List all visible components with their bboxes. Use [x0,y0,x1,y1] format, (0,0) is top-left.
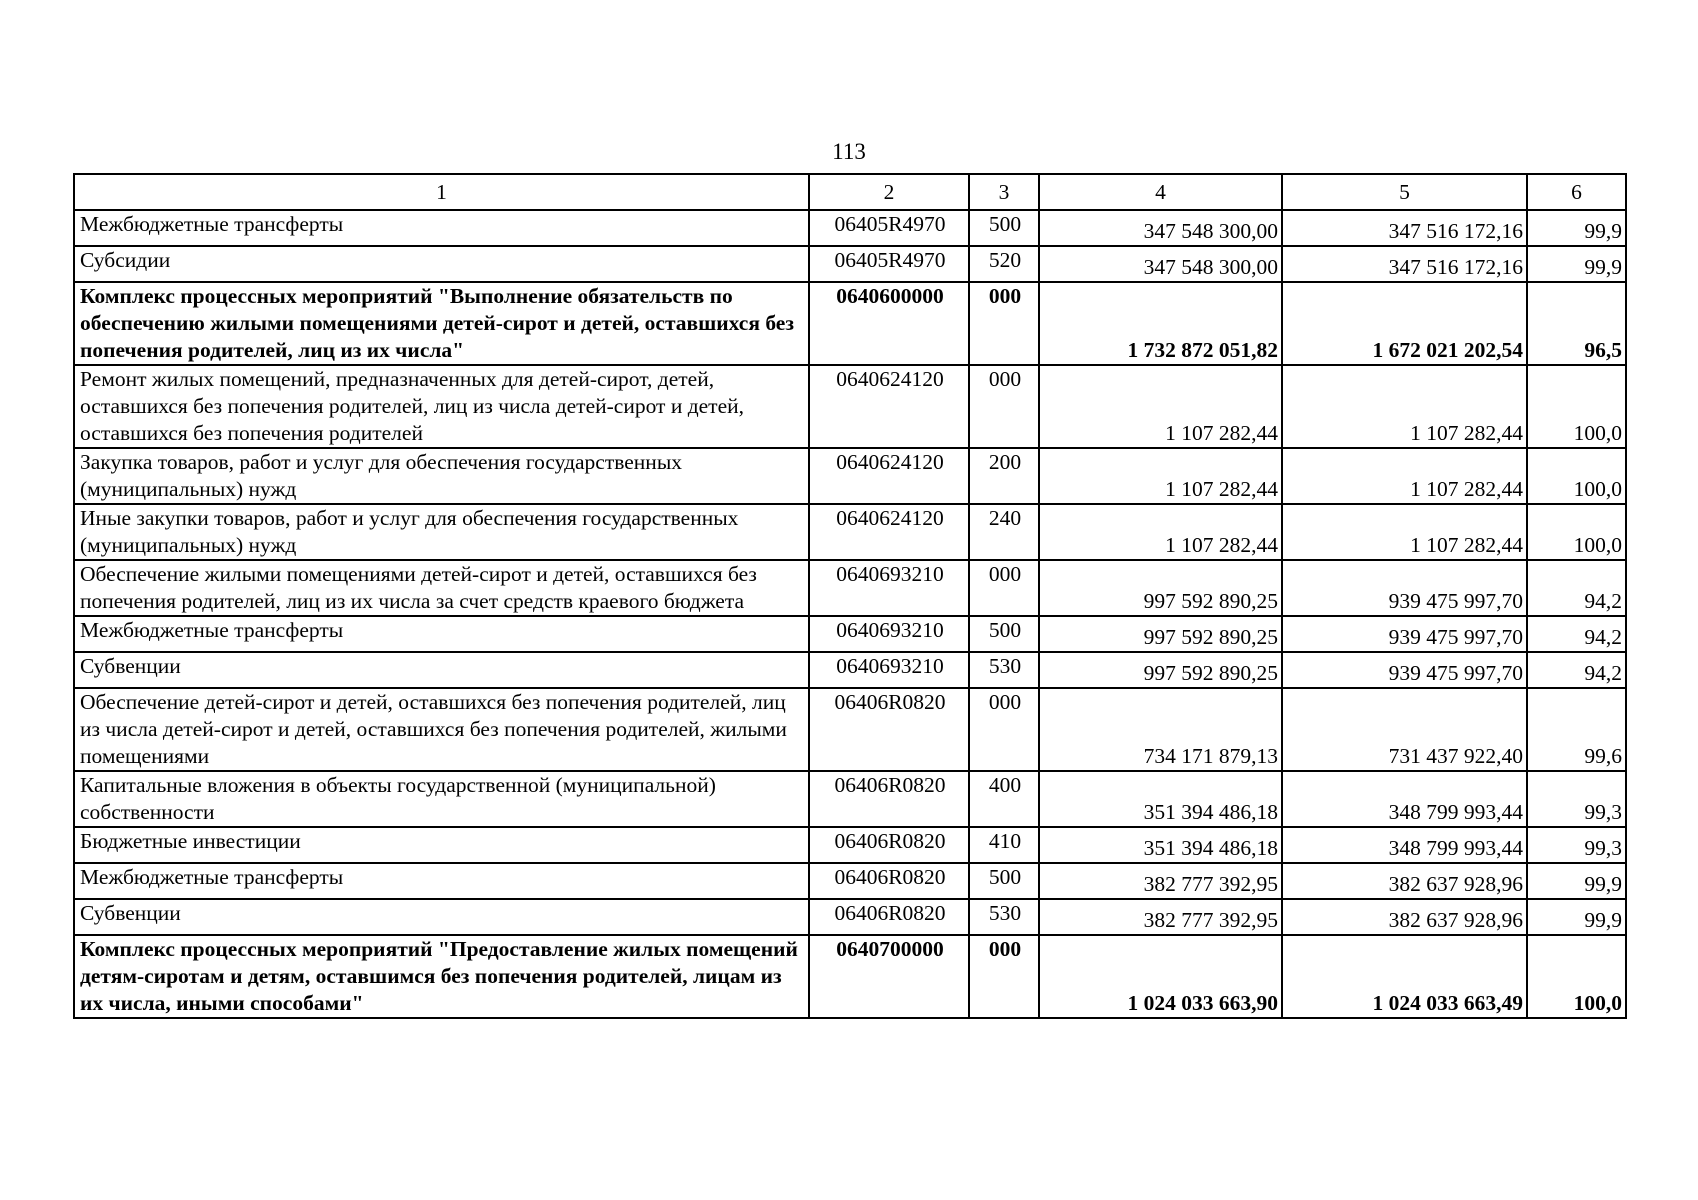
row-expense-type-cell: 400 [969,771,1039,827]
column-header-3: 3 [969,174,1039,210]
row-expense-type-cell: 520 [969,246,1039,282]
row-name-cell: Обеспечение жилыми помещениями детей-сирот и детей, оставшихся без попечения родителей, лиц из их числа за счет средств краевого бюджета [74,560,809,616]
row-plan-amount-cell: 1 107 282,44 [1039,448,1282,504]
budget-table [73,173,1627,1019]
row-code-cell: 0640693210 [809,560,969,616]
row-fact-amount-cell: 382 637 928,96 [1282,899,1527,935]
row-fact-amount-cell: 347 516 172,16 [1282,246,1527,282]
row-plan-amount-cell: 382 777 392,95 [1039,863,1282,899]
row-code-cell: 0640700000 [809,935,969,1018]
table-row [74,688,1626,771]
table-row [74,616,1626,652]
page-number: 113 [832,139,866,164]
column-header-5: 5 [1282,174,1527,210]
row-fact-amount-cell: 1 107 282,44 [1282,504,1527,560]
table-row [74,448,1626,504]
row-code-cell: 06405R4970 [809,210,969,246]
row-plan-amount-cell: 351 394 486,18 [1039,771,1282,827]
table-row [74,504,1626,560]
table-row [74,246,1626,282]
row-expense-type-cell: 200 [969,448,1039,504]
row-plan-amount-cell: 347 548 300,00 [1039,210,1282,246]
row-name-cell: Субсидии [74,246,809,282]
table-row [74,771,1626,827]
row-fact-amount-cell: 1 107 282,44 [1282,448,1527,504]
row-name-cell: Межбюджетные трансферты [74,210,809,246]
row-code-cell: 0640624120 [809,504,969,560]
row-name-cell: Обеспечение детей-сирот и детей, оставшихся без попечения родителей, лиц из числа детей-сирот и детей, оставшихся без попечения родителей, жилыми помещениями [74,688,809,771]
row-expense-type-cell: 500 [969,210,1039,246]
table-row [74,899,1626,935]
row-fact-amount-cell: 347 516 172,16 [1282,210,1527,246]
row-fact-amount-cell: 731 437 922,40 [1282,688,1527,771]
row-code-cell: 0640600000 [809,282,969,365]
row-plan-amount-cell: 997 592 890,25 [1039,616,1282,652]
table-row [74,210,1626,246]
row-percent-cell: 96,5 [1527,282,1626,365]
row-name-cell: Иные закупки товаров, работ и услуг для обеспечения государственных (муниципальных) нужд [74,504,809,560]
row-percent-cell: 100,0 [1527,365,1626,448]
row-expense-type-cell: 000 [969,282,1039,365]
row-percent-cell: 99,6 [1527,688,1626,771]
row-name-cell: Бюджетные инвестиции [74,827,809,863]
row-plan-amount-cell: 997 592 890,25 [1039,652,1282,688]
row-code-cell: 06406R0820 [809,827,969,863]
column-number-row [74,174,1626,210]
row-percent-cell: 99,3 [1527,771,1626,827]
row-expense-type-cell: 000 [969,365,1039,448]
row-percent-cell: 99,9 [1527,246,1626,282]
row-code-cell: 06406R0820 [809,771,969,827]
row-expense-type-cell: 500 [969,863,1039,899]
row-name-cell: Закупка товаров, работ и услуг для обеспечения государственных (муниципальных) нужд [74,448,809,504]
table-row [74,652,1626,688]
row-name-cell: Межбюджетные трансферты [74,863,809,899]
row-code-cell: 06405R4970 [809,246,969,282]
row-name-cell: Межбюджетные трансферты [74,616,809,652]
row-code-cell: 06406R0820 [809,899,969,935]
row-expense-type-cell: 000 [969,560,1039,616]
row-percent-cell: 94,2 [1527,560,1626,616]
row-expense-type-cell: 000 [969,935,1039,1018]
table-row [74,935,1626,1018]
row-percent-cell: 94,2 [1527,616,1626,652]
row-percent-cell: 94,2 [1527,652,1626,688]
table-row [74,827,1626,863]
row-plan-amount-cell: 1 732 872 051,82 [1039,282,1282,365]
column-header-1: 1 [74,174,809,210]
row-expense-type-cell: 000 [969,688,1039,771]
row-percent-cell: 99,9 [1527,863,1626,899]
row-percent-cell: 100,0 [1527,935,1626,1018]
row-plan-amount-cell: 997 592 890,25 [1039,560,1282,616]
table-row [74,365,1626,448]
row-name-cell: Комплекс процессных мероприятий "Предоставление жилых помещений детям-сиротам и детям, оставшимся без попечения родителей, лицам из их числа, иными способами" [74,935,809,1018]
row-plan-amount-cell: 1 107 282,44 [1039,365,1282,448]
row-fact-amount-cell: 939 475 997,70 [1282,616,1527,652]
row-percent-cell: 100,0 [1527,448,1626,504]
row-fact-amount-cell: 939 475 997,70 [1282,560,1527,616]
row-fact-amount-cell: 1 024 033 663,49 [1282,935,1527,1018]
row-fact-amount-cell: 382 637 928,96 [1282,863,1527,899]
row-plan-amount-cell: 347 548 300,00 [1039,246,1282,282]
row-code-cell: 06406R0820 [809,688,969,771]
row-fact-amount-cell: 939 475 997,70 [1282,652,1527,688]
row-expense-type-cell: 240 [969,504,1039,560]
column-header-4: 4 [1039,174,1282,210]
row-plan-amount-cell: 351 394 486,18 [1039,827,1282,863]
row-name-cell: Ремонт жилых помещений, предназначенных для детей-сирот, детей, оставшихся без попечения родителей, лиц из числа детей-сирот и детей, оставшихся без попечения родителей [74,365,809,448]
row-fact-amount-cell: 348 799 993,44 [1282,771,1527,827]
table-row [74,560,1626,616]
row-name-cell: Субвенции [74,899,809,935]
row-name-cell: Комплекс процессных мероприятий "Выполнение обязательств по обеспечению жилыми помещениями детей-сирот и детей, оставшихся без попечения родителей, лиц из их числа" [74,282,809,365]
column-header-2: 2 [809,174,969,210]
row-fact-amount-cell: 1 107 282,44 [1282,365,1527,448]
row-code-cell: 06406R0820 [809,863,969,899]
row-code-cell: 0640693210 [809,616,969,652]
row-expense-type-cell: 530 [969,652,1039,688]
row-expense-type-cell: 500 [969,616,1039,652]
row-code-cell: 0640624120 [809,365,969,448]
row-code-cell: 0640624120 [809,448,969,504]
row-plan-amount-cell: 382 777 392,95 [1039,899,1282,935]
row-plan-amount-cell: 1 107 282,44 [1039,504,1282,560]
row-percent-cell: 99,9 [1527,210,1626,246]
row-name-cell: Капитальные вложения в объекты государственной (муниципальной) собственности [74,771,809,827]
row-fact-amount-cell: 1 672 021 202,54 [1282,282,1527,365]
row-plan-amount-cell: 734 171 879,13 [1039,688,1282,771]
row-plan-amount-cell: 1 024 033 663,90 [1039,935,1282,1018]
row-percent-cell: 99,9 [1527,899,1626,935]
row-expense-type-cell: 530 [969,899,1039,935]
table-row [74,863,1626,899]
row-expense-type-cell: 410 [969,827,1039,863]
column-header-6: 6 [1527,174,1626,210]
row-code-cell: 0640693210 [809,652,969,688]
row-fact-amount-cell: 348 799 993,44 [1282,827,1527,863]
row-name-cell: Субвенции [74,652,809,688]
row-percent-cell: 100,0 [1527,504,1626,560]
row-percent-cell: 99,3 [1527,827,1626,863]
table-row [74,282,1626,365]
